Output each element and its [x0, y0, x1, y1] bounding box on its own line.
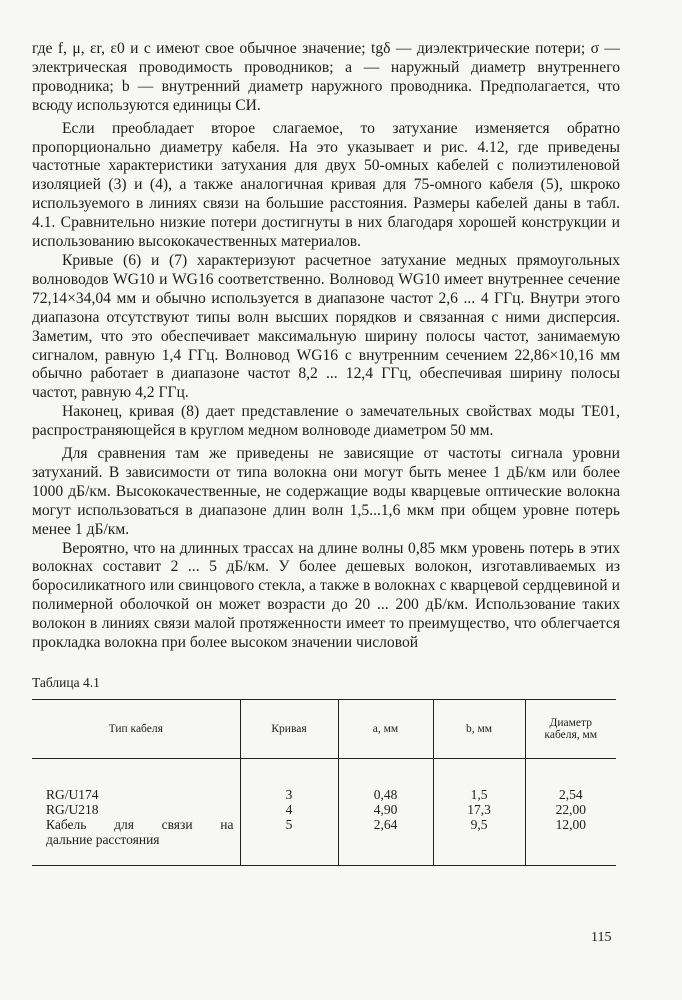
- table-row: [32, 759, 616, 866]
- paragraph: Если преобладает второе слагаемое, то затухание изменяется обратно пропорционально диаметру кабеля. На это указывает и рис. 4.12, где приведены частотные характеристики затухания для двух 50-омных кабелей с полиэтиленовой изоляцией (3) и (4), а также аналогичная кривая для 75-омного кабеля (5), шкроко используемого в линиях связи на большие расстояния. Размеры кабелей даны в табл. 4.1. Сравнительно низкие потери достигнуты в них благодаря хорошей конструкции и использованию высококачественных материалов.: [32, 119, 620, 251]
- cable-name: Кабель для связи на: [46, 817, 234, 832]
- paragraph: Для сравнения там же приведены не зависящие от частоты сигнала уровни затуханий. В зависимости от типа волокна они могут быть менее 1 дБ/км или более 1000 дБ/км. Высококачественные, не содержащие воды кварцевые оптические волокна могут использоваться в диапазоне длин волн 1,5...1,6 мкм при общем уровне потерь менее 1 дБ/км.: [32, 445, 620, 538]
- diameter-cell: 2,54 22,00 12,00: [525, 759, 616, 866]
- page-body: [32, 40, 620, 866]
- a-cell: 0,48 4,90 2,64: [338, 759, 433, 866]
- paragraph: Вероятно, что на длинных трассах на длине волны 0,85 мкм уровень потерь в этих волокнах составит 2 ... 5 дБ/км. У более дешевых волокон, изготавливаемых из боросиликатного или свинцового стекла, а также в волокнах с кварцевой сердцевиной и полимерной оболочкой он может возрасти до 20 ... 200 дБ/км. Использование таких волокон в линиях связи малой протяженности имеет то преимущество, что облегчается прокладка волокна при более высоком значении числовой: [32, 539, 620, 652]
- paragraph: Кривые (6) и (7) характеризуют расчетное затухание медных прямоугольных волноводов WG10 и WG16 соответственно. Волновод WG10 имеет внутреннее сечение 72,14×34,04 мм и обычно используется в диапазоне частот 2,6 ... 4 ГГц. Внутри этого диапазона отсутствуют типы волн высших порядков и связанная с ними дисперсия. Заметим, что это обеспечивает максимальную ширину полосы частот, занимаемую сигналом, равную 1,4 ГГц. Волновод WG16 с внутренним сечением 22,86×10,16 мм обычно работает в диапазоне частот 8,2 ... 12,4 ГГц, обеспечивая ширину полосы частот, равную 4,2 ГГц.: [32, 251, 620, 402]
- header-b: b, мм: [433, 700, 525, 759]
- paragraph: Наконец, кривая (8) дает представление о замечательных свойствах моды TE01, распространяющейся в круглом медном волноводе диаметром 50 мм.: [32, 403, 620, 440]
- header-a: a, мм: [338, 700, 433, 759]
- paragraph: где f, μ, εr, ε0 и c имеют свое обычное значение; tgδ — диэлектрические потери; σ — электрическая проводимость проводников; a — наружный диаметр внутреннего проводника; b — внутренний диаметр наружного проводника. Предполагается, что всюду используются единицы СИ.: [32, 40, 620, 114]
- header-diameter-line1: Диаметр: [549, 717, 592, 729]
- header-diameter-line2: кабеля, мм: [544, 729, 598, 741]
- table-caption: Таблица 4.1: [32, 675, 100, 690]
- curve-cell: 3 4 5: [240, 759, 338, 866]
- header-cable-type: Тип кабеля: [32, 700, 240, 759]
- cable-name-continued: дальние расстояния: [46, 832, 160, 847]
- header-diameter: [525, 700, 616, 759]
- b-cell: 1,5 17,3 9,5: [433, 759, 525, 866]
- page-number: 115: [591, 930, 612, 945]
- header-curve: Кривая: [240, 700, 338, 759]
- cable-name: RG/U174: [46, 787, 99, 802]
- cable-type-cell: [32, 759, 240, 866]
- cable-name: RG/U218: [46, 802, 99, 817]
- cable-table: [32, 699, 616, 866]
